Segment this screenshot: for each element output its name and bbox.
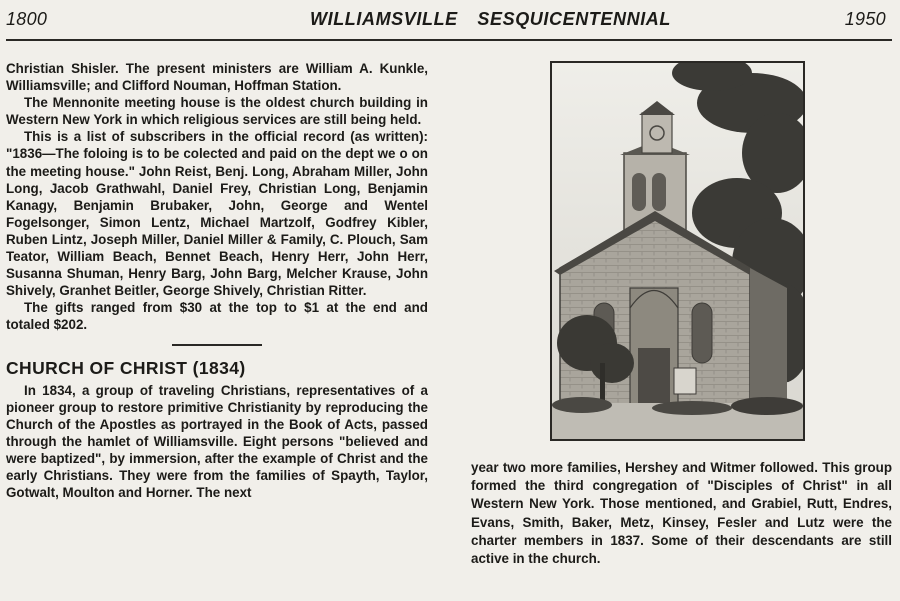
header-year-start: 1800 xyxy=(6,9,48,29)
church-photo-icon xyxy=(552,63,803,439)
paragraph-subscribers: This is a list of subscribers in the official record (as written): "1836—The foloing is to be colected and paid on the dept we o on the meeting house." John Reist, Benj. Long, Abraham Miller, John Long, Jacob Grathwahl, Daniel Frey, Christian Long, Benjamin Kanagy, Benjamin Brubaker, John, George and Wentel Fogelsonger, Simon Lentz, Michael Martzolf, Godfrey Kibler, Ruben Lintz, Joseph Miller, Daniel Miller & Family, C. Plouch, Sam Teator, William Beach, Bennet Beach, Henry Herr, John Herr, Susanna Shuman, Henry Barg, John Barg, Melcher Krause, John Shively, Granhet Beitler, George Shively, Christian Ritter. xyxy=(6,129,428,299)
header-title: WILLIAMSVILLE SESQUICENTENNIAL xyxy=(310,9,672,29)
paragraph-church-of-christ-continued: year two more families, Hershey and Witmer followed. This group formed the third congregation of "Disciples of Christ" in all Western New York. Those mentioned, and Grabiel, Rutt, Endres, Evans, Smith, Baker, Metz, Kinsey, Fesler and Lutz were the charter members in 1837. Some of their descendants are still active in the church. xyxy=(471,460,892,567)
right-column xyxy=(471,459,892,568)
section-divider xyxy=(172,344,262,346)
page-header xyxy=(0,0,900,40)
church-photo xyxy=(550,61,805,441)
paragraph-meeting-house: The Mennonite meeting house is the oldest church building in Western New York in which religious services are still being held. xyxy=(6,95,428,128)
left-column xyxy=(6,60,428,501)
paragraph-gifts: The gifts ranged from $30 at the top to $1 at the end and totaled $202. xyxy=(6,300,428,333)
paragraph-ministers: Christian Shisler. The present ministers are William A. Kunkle, Williamsville; and Clifford Nouman, Hoffman Station. xyxy=(6,61,428,94)
header-rule xyxy=(6,39,892,41)
paragraph-church-of-christ: In 1834, a group of traveling Christians, representatives of a pioneer group to restore primitive Christianity by reproducing the Church of the Apostles as portrayed in the Book of Acts, passed through the hamlet of Williamsville. Eight persons "believed and were baptized", by immersion, after the example of Christ and the early Christians. They were from the families of Spayth, Taylor, Gotwalt, Moulton and Horner. The next xyxy=(6,382,428,501)
header-year-end: 1950 xyxy=(844,9,886,29)
section-title: CHURCH OF CHRIST (1834) xyxy=(6,357,246,378)
